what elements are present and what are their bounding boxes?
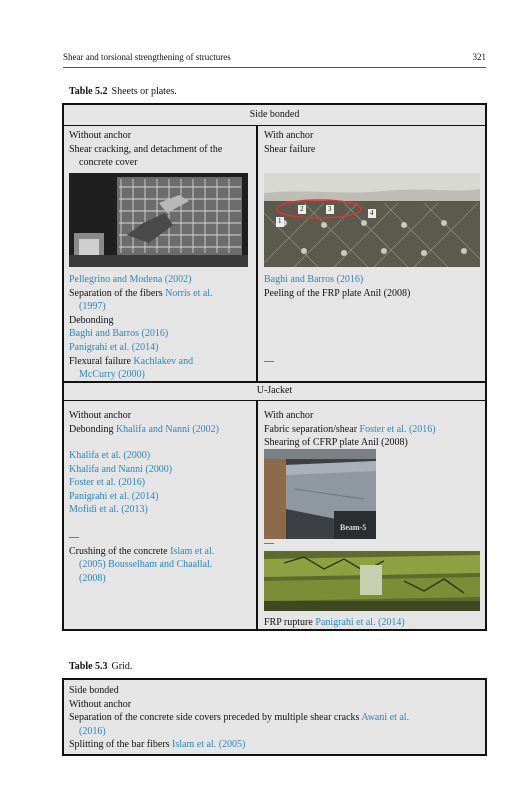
band-side-bonded: Side bonded [64,105,485,126]
cell-text: Shearing of CFRP plate Anil (2008) [264,437,408,449]
reference-link[interactable]: Khalifa and Nanni (2000) [69,463,173,475]
cell-text: Peeling of the FRP plate Anil (2008) [264,287,411,299]
table-caption: Sheets or plates. [111,86,177,97]
reference-link[interactable]: (2005) Bousselham and Chaallal. [79,559,213,571]
reference-link[interactable]: McCurry (2000) [79,369,145,381]
reference-link[interactable]: Foster et al. (2016) [69,477,146,489]
cell-text: Side bonded [69,685,119,696]
side-bonded-right-cell [264,129,484,156]
dash-mark: — [69,532,79,543]
u-jacket-left-lower [69,531,253,585]
table-5-2-caption [69,86,177,97]
cell-text: Fabric separation/shear [264,423,360,435]
cell-text: Shear failure [264,143,316,155]
side-bonded-right-refs [264,273,484,300]
table-5-3-caption [69,661,132,672]
column-divider [256,126,258,382]
table-5-2 [62,103,487,631]
u-jacket-right-cell [264,409,486,450]
reference-link[interactable]: Panigrahi et al. (2014) [69,341,159,353]
reference-link[interactable]: Kachlakev and [133,355,194,367]
grid-cell [69,684,479,752]
table-5-3 [62,678,487,756]
cell-text: Splitting of the bar fibers [69,739,173,751]
reference-link[interactable]: Baghi and Barros (2016) [264,274,364,285]
table-label: Table 5.3 [69,661,108,672]
reference-link[interactable]: Mofidi et al. (2013) [69,504,148,516]
photo-u-jacket-beam [264,449,376,539]
cell-text: Without anchor [69,698,132,710]
header-rule [63,67,486,68]
reference-link[interactable]: Panigrahi et al. (2014) [315,617,405,628]
reference-link[interactable]: (2008) [79,572,106,584]
reference-link[interactable]: (2016) [79,725,106,737]
cell-text: FRP rupture [264,617,316,628]
photo-label: 1 [278,217,282,225]
reference-link[interactable]: Foster et al. (2016) [359,423,436,435]
u-jacket-left-refs [69,449,253,517]
dash-mark: — [264,356,274,367]
band-u-jacket: U-Jacket [64,382,485,401]
cell-text: Debonding [69,423,116,435]
cell-text: With anchor [264,410,314,421]
page-number: 321 [472,52,486,62]
u-jacket-right-lower [264,616,486,630]
cell-text: Separation of the fibers [69,287,166,299]
photo-label: 4 [370,209,374,217]
photo-label: Beam-5 [340,523,367,532]
photo-beam-test [69,173,248,267]
reference-link[interactable]: Islam et al. [170,545,215,557]
cell-text: Flexural failure [69,355,134,367]
cell-text: Shear cracking, and detachment of the [69,143,223,155]
cell-text: concrete cover [79,157,138,169]
photo-label: 2 [300,205,304,213]
running-title: Shear and torsional strengthening of structures [63,52,231,62]
reference-link[interactable]: Awani et al. [361,712,410,724]
photo-anchored-plate [264,173,480,267]
reference-link[interactable]: (1997) [79,301,106,313]
running-header [63,52,486,62]
reference-link[interactable]: Khalifa and Nanni (2002) [115,423,219,435]
photo-label: 3 [328,205,332,213]
cell-text: Debonding [69,314,114,326]
side-bonded-left-cell [69,129,253,170]
reference-link[interactable]: Baghi and Barros (2016) [69,328,169,340]
u-jacket-left-cell [69,409,253,436]
reference-link[interactable]: Pellegrino and Modena (2002) [69,274,192,285]
side-bonded-left-refs [69,273,253,382]
cell-text: Crushing of the concrete [69,545,171,557]
cell-text: Separation of the concrete side covers preceded by multiple shear cracks [69,712,362,724]
reference-link[interactable]: Islam et al. (2005) [172,739,246,751]
reference-link[interactable]: Panigrahi et al. (2014) [69,490,159,502]
dash-mark: — [264,538,274,549]
cell-text: Without anchor [69,130,132,141]
cell-text: With anchor [264,130,314,141]
reference-link[interactable]: Khalifa et al. (2000) [69,450,151,461]
column-divider [256,401,258,629]
table-label: Table 5.2 [69,86,108,97]
reference-link[interactable]: Norris et al. [165,287,213,299]
photo-frp-rupture [264,551,480,611]
table-caption: Grid. [111,661,133,672]
cell-text: Without anchor [69,410,132,421]
